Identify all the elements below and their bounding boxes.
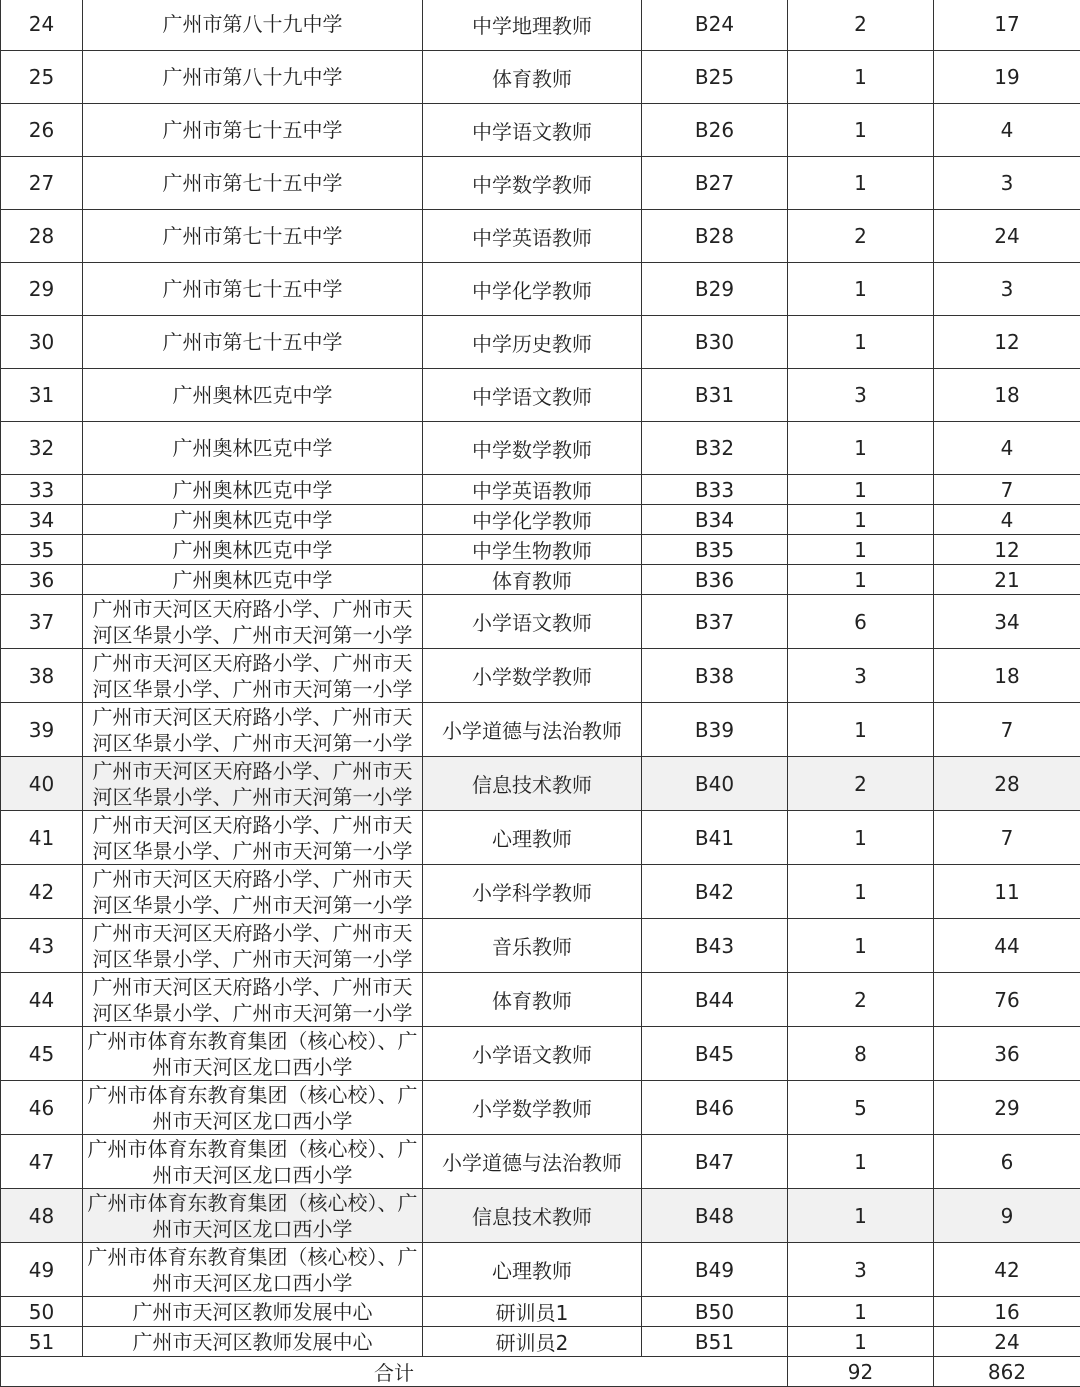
post-code: B33 [642, 475, 788, 505]
table-row [1, 973, 1080, 1027]
table-row [1, 1243, 1080, 1297]
applicant-count: 24 [934, 210, 1080, 263]
row-number: 27 [1, 157, 83, 210]
post-name: 信息技术教师 [423, 1189, 642, 1243]
row-number: 43 [1, 919, 83, 973]
table-row [1, 703, 1080, 757]
unit-name: 广州奥林匹克中学 [83, 535, 423, 565]
table-row [1, 422, 1080, 475]
unit-name: 广州市天河区天府路小学、广州市天河区华景小学、广州市天河第一小学 [83, 919, 423, 973]
plan-count: 1 [788, 263, 934, 316]
applicant-count: 6 [934, 1135, 1080, 1189]
row-number: 50 [1, 1297, 83, 1327]
unit-name: 广州市天河区天府路小学、广州市天河区华景小学、广州市天河第一小学 [83, 811, 423, 865]
row-number: 35 [1, 535, 83, 565]
post-code: B30 [642, 316, 788, 369]
post-code: B48 [642, 1189, 788, 1243]
post-code: B41 [642, 811, 788, 865]
unit-name: 广州市体育东教育集团（核心校）、广州市天河区龙口西小学 [83, 1243, 423, 1297]
post-name: 小学数学教师 [423, 1081, 642, 1135]
unit-name: 广州市天河区天府路小学、广州市天河区华景小学、广州市天河第一小学 [83, 595, 423, 649]
applicant-count: 4 [934, 505, 1080, 535]
plan-count: 6 [788, 595, 934, 649]
plan-count: 1 [788, 157, 934, 210]
row-number: 34 [1, 505, 83, 535]
post-code: B44 [642, 973, 788, 1027]
post-name: 中学化学教师 [423, 505, 642, 535]
plan-count: 2 [788, 973, 934, 1027]
unit-name: 广州市第七十五中学 [83, 210, 423, 263]
post-name: 研训员1 [423, 1297, 642, 1327]
unit-name: 广州市天河区天府路小学、广州市天河区华景小学、广州市天河第一小学 [83, 757, 423, 811]
post-name: 中学语文教师 [423, 369, 642, 422]
table-row [1, 1189, 1080, 1243]
table-row [1, 210, 1080, 263]
applicant-count: 7 [934, 811, 1080, 865]
unit-name: 广州市天河区天府路小学、广州市天河区华景小学、广州市天河第一小学 [83, 703, 423, 757]
table-row [1, 595, 1080, 649]
total-row [1, 1357, 1080, 1387]
unit-name: 广州市天河区教师发展中心 [83, 1297, 423, 1327]
post-code: B36 [642, 565, 788, 595]
plan-count: 1 [788, 1297, 934, 1327]
applicant-count: 12 [934, 535, 1080, 565]
post-code: B26 [642, 104, 788, 157]
row-number: 44 [1, 973, 83, 1027]
unit-name: 广州奥林匹克中学 [83, 565, 423, 595]
applicant-count: 3 [934, 157, 1080, 210]
plan-count: 2 [788, 0, 934, 51]
unit-name: 广州奥林匹克中学 [83, 369, 423, 422]
post-name: 小学道德与法治教师 [423, 1135, 642, 1189]
post-code: B50 [642, 1297, 788, 1327]
row-number: 36 [1, 565, 83, 595]
row-number: 37 [1, 595, 83, 649]
post-code: B24 [642, 0, 788, 51]
applicant-count: 7 [934, 703, 1080, 757]
post-code: B34 [642, 505, 788, 535]
table-row [1, 0, 1080, 51]
applicant-count: 4 [934, 422, 1080, 475]
row-number: 30 [1, 316, 83, 369]
row-number: 42 [1, 865, 83, 919]
plan-count: 1 [788, 811, 934, 865]
plan-count: 8 [788, 1027, 934, 1081]
plan-count: 1 [788, 565, 934, 595]
applicant-count: 36 [934, 1027, 1080, 1081]
applicant-count: 76 [934, 973, 1080, 1027]
applicant-count: 19 [934, 51, 1080, 104]
plan-count: 1 [788, 919, 934, 973]
post-code: B25 [642, 51, 788, 104]
post-code: B29 [642, 263, 788, 316]
post-name: 心理教师 [423, 811, 642, 865]
table-row [1, 104, 1080, 157]
plan-count: 2 [788, 757, 934, 811]
applicant-count: 16 [934, 1297, 1080, 1327]
total-label: 合计 [1, 1357, 788, 1387]
post-code: B38 [642, 649, 788, 703]
plan-count: 1 [788, 703, 934, 757]
plan-count: 1 [788, 1135, 934, 1189]
plan-count: 1 [788, 422, 934, 475]
table-row [1, 316, 1080, 369]
row-number: 32 [1, 422, 83, 475]
post-name: 小学科学教师 [423, 865, 642, 919]
post-name: 中学数学教师 [423, 157, 642, 210]
table-row [1, 475, 1080, 505]
table-row [1, 565, 1080, 595]
unit-name: 广州市第七十五中学 [83, 104, 423, 157]
table-row [1, 369, 1080, 422]
unit-name: 广州市天河区教师发展中心 [83, 1327, 423, 1357]
plan-count: 3 [788, 1243, 934, 1297]
table-row [1, 757, 1080, 811]
post-code: B49 [642, 1243, 788, 1297]
post-code: B32 [642, 422, 788, 475]
table-row [1, 51, 1080, 104]
row-number: 29 [1, 263, 83, 316]
applicant-count: 11 [934, 865, 1080, 919]
post-name: 中学化学教师 [423, 263, 642, 316]
post-name: 小学语文教师 [423, 1027, 642, 1081]
post-code: B28 [642, 210, 788, 263]
unit-name: 广州市体育东教育集团（核心校）、广州市天河区龙口西小学 [83, 1189, 423, 1243]
post-name: 音乐教师 [423, 919, 642, 973]
row-number: 46 [1, 1081, 83, 1135]
unit-name: 广州市体育东教育集团（核心校）、广州市天河区龙口西小学 [83, 1081, 423, 1135]
row-number: 40 [1, 757, 83, 811]
row-number: 24 [1, 0, 83, 51]
unit-name: 广州市第七十五中学 [83, 316, 423, 369]
post-code: B40 [642, 757, 788, 811]
unit-name: 广州市第八十九中学 [83, 0, 423, 51]
applicant-count: 21 [934, 565, 1080, 595]
post-name: 心理教师 [423, 1243, 642, 1297]
table-row [1, 1027, 1080, 1081]
row-number: 28 [1, 210, 83, 263]
post-name: 中学英语教师 [423, 475, 642, 505]
applicant-count: 3 [934, 263, 1080, 316]
plan-count: 3 [788, 649, 934, 703]
applicant-count: 17 [934, 0, 1080, 51]
applicant-count: 28 [934, 757, 1080, 811]
row-number: 31 [1, 369, 83, 422]
applicant-count: 44 [934, 919, 1080, 973]
total-applicants: 862 [934, 1357, 1080, 1387]
row-number: 26 [1, 104, 83, 157]
row-number: 49 [1, 1243, 83, 1297]
post-code: B39 [642, 703, 788, 757]
applicant-count: 24 [934, 1327, 1080, 1357]
post-name: 中学数学教师 [423, 422, 642, 475]
post-name: 中学语文教师 [423, 104, 642, 157]
post-code: B37 [642, 595, 788, 649]
table-row [1, 535, 1080, 565]
plan-count: 1 [788, 535, 934, 565]
table-row [1, 811, 1080, 865]
plan-count: 1 [788, 104, 934, 157]
table-body [1, 0, 1080, 1357]
table-row [1, 649, 1080, 703]
post-code: B31 [642, 369, 788, 422]
row-number: 47 [1, 1135, 83, 1189]
post-code: B42 [642, 865, 788, 919]
plan-count: 5 [788, 1081, 934, 1135]
post-code: B35 [642, 535, 788, 565]
applicant-count: 29 [934, 1081, 1080, 1135]
applicant-count: 7 [934, 475, 1080, 505]
table-row [1, 1135, 1080, 1189]
applicant-count: 42 [934, 1243, 1080, 1297]
post-code: B45 [642, 1027, 788, 1081]
table-row [1, 1297, 1080, 1327]
post-name: 研训员2 [423, 1327, 642, 1357]
row-number: 45 [1, 1027, 83, 1081]
post-name: 小学数学教师 [423, 649, 642, 703]
unit-name: 广州市体育东教育集团（核心校）、广州市天河区龙口西小学 [83, 1027, 423, 1081]
applicant-count: 18 [934, 369, 1080, 422]
row-number: 39 [1, 703, 83, 757]
post-name: 中学生物教师 [423, 535, 642, 565]
table-row [1, 263, 1080, 316]
row-number: 51 [1, 1327, 83, 1357]
plan-count: 1 [788, 316, 934, 369]
table-row [1, 865, 1080, 919]
plan-count: 2 [788, 210, 934, 263]
plan-count: 1 [788, 865, 934, 919]
unit-name: 广州奥林匹克中学 [83, 475, 423, 505]
post-code: B51 [642, 1327, 788, 1357]
total-plan: 92 [788, 1357, 934, 1387]
unit-name: 广州市第七十五中学 [83, 263, 423, 316]
applicant-count: 9 [934, 1189, 1080, 1243]
post-name: 体育教师 [423, 973, 642, 1027]
plan-count: 1 [788, 1327, 934, 1357]
row-number: 38 [1, 649, 83, 703]
plan-count: 3 [788, 369, 934, 422]
post-name: 中学历史教师 [423, 316, 642, 369]
unit-name: 广州奥林匹克中学 [83, 422, 423, 475]
post-code: B43 [642, 919, 788, 973]
table-row [1, 505, 1080, 535]
post-name: 小学语文教师 [423, 595, 642, 649]
post-name: 小学道德与法治教师 [423, 703, 642, 757]
unit-name: 广州市第七十五中学 [83, 157, 423, 210]
plan-count: 1 [788, 475, 934, 505]
table-row [1, 1327, 1080, 1357]
applicant-count: 34 [934, 595, 1080, 649]
row-number: 41 [1, 811, 83, 865]
post-code: B46 [642, 1081, 788, 1135]
post-name: 体育教师 [423, 51, 642, 104]
unit-name: 广州市体育东教育集团（核心校）、广州市天河区龙口西小学 [83, 1135, 423, 1189]
plan-count: 1 [788, 51, 934, 104]
unit-name: 广州市天河区天府路小学、广州市天河区华景小学、广州市天河第一小学 [83, 973, 423, 1027]
post-name: 中学地理教师 [423, 0, 642, 51]
unit-name: 广州市天河区天府路小学、广州市天河区华景小学、广州市天河第一小学 [83, 865, 423, 919]
plan-count: 1 [788, 1189, 934, 1243]
table-row [1, 919, 1080, 973]
table-row [1, 1081, 1080, 1135]
unit-name: 广州市第八十九中学 [83, 51, 423, 104]
post-name: 信息技术教师 [423, 757, 642, 811]
applicant-count: 12 [934, 316, 1080, 369]
applicant-count: 18 [934, 649, 1080, 703]
applicant-count: 4 [934, 104, 1080, 157]
unit-name: 广州奥林匹克中学 [83, 505, 423, 535]
unit-name: 广州市天河区天府路小学、广州市天河区华景小学、广州市天河第一小学 [83, 649, 423, 703]
row-number: 33 [1, 475, 83, 505]
table-row [1, 157, 1080, 210]
post-name: 中学英语教师 [423, 210, 642, 263]
post-code: B47 [642, 1135, 788, 1189]
plan-count: 1 [788, 505, 934, 535]
row-number: 25 [1, 51, 83, 104]
post-name: 体育教师 [423, 565, 642, 595]
post-code: B27 [642, 157, 788, 210]
row-number: 48 [1, 1189, 83, 1243]
